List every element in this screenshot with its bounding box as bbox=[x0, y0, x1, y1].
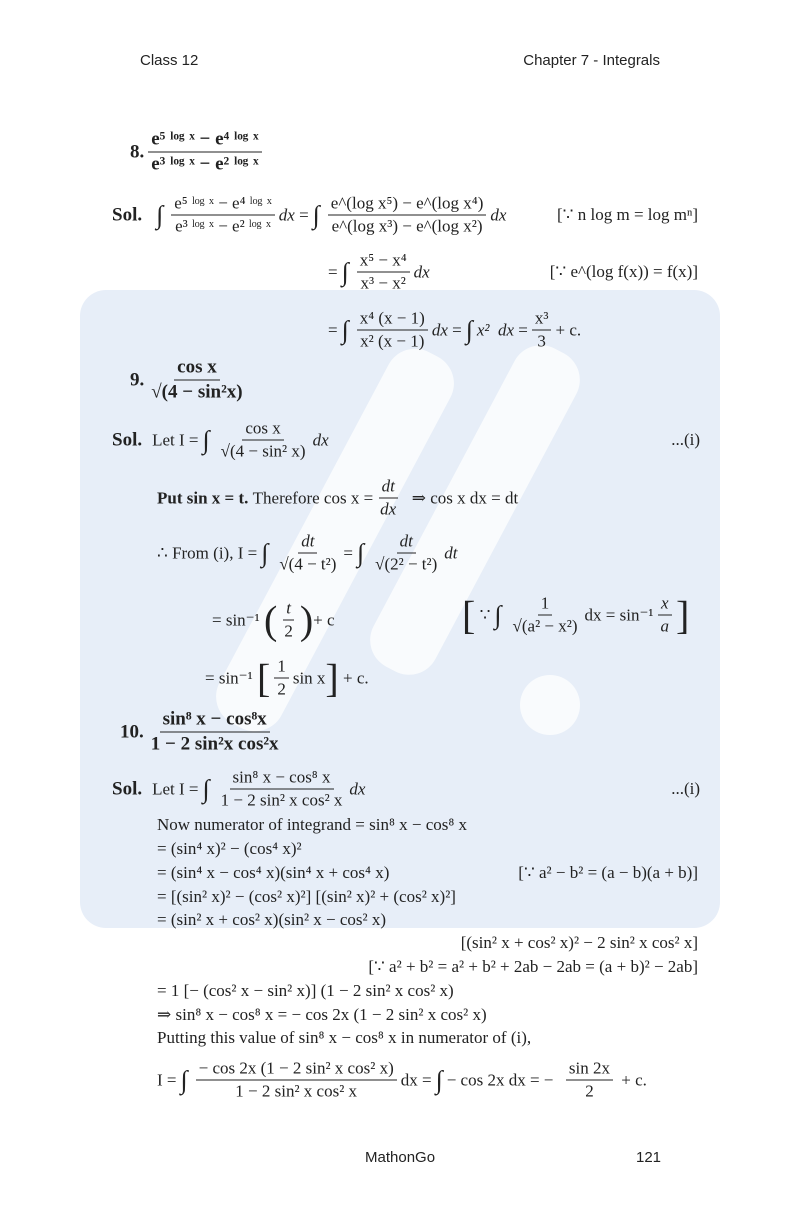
fraction bbox=[196, 1059, 397, 1102]
math-text: e³ ˡᵒᵍ ˣ − e² ˡᵒᵍ ˣ bbox=[175, 216, 271, 236]
fraction bbox=[377, 477, 399, 520]
math-text: dx bbox=[380, 499, 397, 519]
math-text: 1 bbox=[274, 657, 289, 679]
math-text: x⁵ − x⁴ bbox=[357, 251, 410, 273]
math-text: dt bbox=[444, 543, 458, 562]
math-text: Sol. bbox=[112, 204, 143, 225]
solution-9-line-5 bbox=[205, 657, 369, 700]
math-text: √(2² − t²) bbox=[375, 554, 438, 574]
math-text: √(a² − x²) bbox=[512, 616, 578, 636]
bracket: [ bbox=[257, 655, 271, 700]
math-text: dt bbox=[379, 477, 398, 499]
fraction bbox=[658, 594, 673, 637]
math-text: cos x bbox=[242, 419, 283, 441]
math-text: − cos 2x (1 − 2 sin² x cos² x) bbox=[196, 1059, 397, 1081]
question-8 bbox=[130, 129, 266, 176]
math-text: Sol. bbox=[112, 429, 143, 450]
fraction bbox=[148, 357, 245, 404]
math-text: = bbox=[328, 262, 338, 281]
math-text: I = bbox=[157, 1070, 177, 1089]
fraction bbox=[274, 657, 289, 700]
solution-9-substitution bbox=[157, 477, 518, 520]
fraction bbox=[276, 532, 339, 575]
math-text: + c. bbox=[555, 320, 582, 339]
math-text: dx = sin⁻¹ bbox=[584, 605, 654, 624]
solution-9-line-4 bbox=[212, 599, 335, 642]
math-text: 1 − 2 sin² x cos² x bbox=[220, 790, 343, 810]
bracket: [ bbox=[462, 592, 476, 637]
reason: [∵ n log m = log mⁿ] bbox=[557, 205, 698, 224]
math-text: Let I = bbox=[152, 779, 199, 798]
math-text: dx bbox=[278, 205, 295, 224]
math-text: ∫ bbox=[356, 538, 365, 567]
math-text: a bbox=[660, 616, 670, 636]
math-text: x² (x − 1) bbox=[360, 331, 425, 351]
math-text: x bbox=[658, 594, 672, 616]
math-text: = sin⁻¹ bbox=[212, 610, 260, 629]
math-text: ∫ bbox=[312, 200, 320, 229]
math-text: ∴ From (i), I = bbox=[157, 543, 258, 562]
fraction bbox=[532, 309, 552, 352]
math-text: ∫ bbox=[435, 1065, 443, 1094]
math-text: t bbox=[283, 599, 294, 621]
math-text: 1 − 2 sin²x cos²x bbox=[150, 733, 279, 755]
math-text: sin 2x bbox=[566, 1059, 613, 1081]
math-text: x³ − x² bbox=[360, 273, 406, 293]
fraction bbox=[566, 1059, 613, 1102]
math-text: 2 bbox=[284, 621, 293, 641]
step-line: Putting this value of sin⁸ x − cos⁸ x in numerator of (i), bbox=[157, 1028, 532, 1047]
step-line: ⇒ sin⁸ x − cos⁸ x = − cos 2x (1 − 2 sin² x cos² x) bbox=[157, 1005, 487, 1024]
step-line: = [(sin² x)² − (cos² x)²] [(sin² x)² + (cos² x)²] bbox=[157, 887, 456, 906]
bracket: ] bbox=[325, 655, 339, 700]
math-text: ∫ bbox=[202, 774, 210, 803]
math-text: + c bbox=[313, 610, 335, 629]
math-text: dx = bbox=[400, 1070, 432, 1089]
reason: [∵ a² + b² = a² + b² + 2ab − 2ab = (a + b)² − 2ab] bbox=[368, 957, 698, 976]
math-text: 9. bbox=[130, 369, 145, 390]
step-line: = (sin⁴ x − cos⁴ x)(sin⁴ x + cos⁴ x) bbox=[157, 863, 390, 882]
bracket: ( bbox=[264, 597, 278, 642]
fraction bbox=[148, 709, 282, 756]
math-text: e³ ˡᵒᵍ ˣ − e² ˡᵒᵍ ˣ bbox=[151, 153, 259, 175]
math-text: dx bbox=[312, 430, 329, 449]
math-text: sin⁸ x − cos⁸ x bbox=[230, 768, 334, 790]
math-text: = bbox=[452, 320, 462, 339]
solution-8-line-3 bbox=[328, 309, 581, 352]
math-text: = bbox=[518, 320, 528, 339]
watermark-dot bbox=[520, 675, 580, 735]
math-text: dt bbox=[397, 532, 416, 554]
math-text: 1 − 2 sin² x cos² x bbox=[235, 1081, 358, 1101]
fraction bbox=[171, 194, 275, 237]
step-line: = (sin⁴ x)² − (cos⁴ x)² bbox=[157, 839, 302, 858]
header-chapter: Chapter 7 - Integrals bbox=[523, 52, 660, 69]
reason: [(sin² x + cos² x)² − 2 sin² x cos² x] bbox=[460, 933, 698, 952]
math-text: e⁵ ˡᵒᵍ ˣ − e⁴ ˡᵒᵍ ˣ bbox=[148, 129, 261, 153]
math-text: ∫ bbox=[494, 600, 502, 629]
math-text: 10. bbox=[120, 721, 144, 742]
bracket: ] bbox=[676, 592, 690, 637]
math-text: dt bbox=[298, 532, 317, 554]
math-text: dx bbox=[349, 779, 366, 798]
fraction bbox=[510, 594, 581, 637]
math-text: Put sin x = t. bbox=[157, 488, 249, 507]
math-text: dx bbox=[497, 320, 515, 339]
math-text: dx bbox=[431, 320, 448, 339]
solution-9-line-1 bbox=[112, 419, 329, 462]
solution-8-line-1 bbox=[112, 194, 506, 237]
math-text: ∫ bbox=[341, 257, 349, 286]
fraction bbox=[328, 194, 487, 237]
math-text: 3 bbox=[537, 331, 546, 351]
step-line: = 1 [− (cos² x − sin² x)] (1 − 2 sin² x cos² x) bbox=[157, 981, 454, 1000]
math-text: √(4 − sin² x) bbox=[220, 441, 306, 461]
bracket: ) bbox=[299, 597, 314, 642]
reason: [∵ e^(log f(x)) = f(x)] bbox=[549, 262, 698, 281]
math-text: x⁴ (x − 1) bbox=[357, 309, 428, 331]
math-text: ∫ bbox=[202, 425, 210, 454]
math-text: = bbox=[328, 320, 338, 339]
math-text: Therefore cos x = bbox=[252, 488, 374, 507]
math-text: sin⁸ x − cos⁸x bbox=[160, 709, 270, 733]
solution-8-line-2 bbox=[328, 251, 430, 294]
math-text: 1 bbox=[538, 594, 553, 616]
solution-9-line-3 bbox=[157, 532, 458, 575]
question-9 bbox=[130, 357, 250, 404]
final-result bbox=[157, 1059, 647, 1102]
math-text: 2 bbox=[277, 679, 286, 699]
math-text: x³ bbox=[532, 309, 552, 331]
math-text: √(4 − t²) bbox=[279, 554, 337, 574]
math-text: dx bbox=[413, 262, 430, 281]
footer-brand: MathonGo bbox=[365, 1149, 436, 1166]
math-text: dx bbox=[490, 205, 507, 224]
math-text: + c. bbox=[621, 1070, 647, 1089]
math-text: = bbox=[343, 543, 353, 562]
equation-tag: ...(i) bbox=[671, 779, 700, 798]
math-text: ∫ bbox=[180, 1065, 188, 1094]
math-text: ∫ bbox=[156, 200, 164, 229]
math-text: Let I = bbox=[152, 430, 199, 449]
math-text: Sol. bbox=[112, 778, 143, 799]
fraction bbox=[281, 599, 296, 642]
math-text: 2 bbox=[585, 1081, 594, 1101]
math-text: − cos 2x dx = − bbox=[446, 1070, 554, 1089]
math-text: e^(log x³) − e^(log x²) bbox=[331, 216, 483, 236]
reason: [∵ a² − b² = (a − b)(a + b)] bbox=[518, 863, 698, 882]
math-text: 8. bbox=[130, 141, 145, 162]
question-10 bbox=[120, 709, 286, 756]
fraction bbox=[372, 532, 440, 575]
math-text: cos x bbox=[174, 357, 220, 381]
math-text: e⁵ ˡᵒᵍ ˣ − e⁴ ˡᵒᵍ ˣ bbox=[171, 194, 275, 216]
fraction bbox=[357, 251, 410, 294]
fraction bbox=[218, 419, 309, 462]
header-class: Class 12 bbox=[140, 52, 199, 69]
solution-10-line-1 bbox=[112, 768, 365, 811]
math-text: = sin⁻¹ bbox=[205, 668, 253, 687]
math-text: ⇒ cos x dx = dt bbox=[411, 488, 519, 507]
math-text: x² bbox=[476, 320, 490, 339]
math-text: + c. bbox=[343, 668, 369, 687]
math-text: ∵ bbox=[479, 605, 491, 624]
page-number: 121 bbox=[636, 1149, 662, 1166]
fraction bbox=[218, 768, 346, 811]
equation-tag: ...(i) bbox=[671, 430, 700, 449]
math-text: e^(log x⁵) − e^(log x⁴) bbox=[328, 194, 487, 216]
step-line: Now numerator of integrand = sin⁸ x − cos⁸ x bbox=[157, 815, 468, 834]
math-text: ∫ bbox=[341, 315, 349, 344]
math-text: = bbox=[299, 205, 309, 224]
fraction bbox=[148, 129, 261, 176]
reason-bracket bbox=[462, 594, 689, 637]
step-line: = (sin² x + cos² x)(sin² x − cos² x) bbox=[157, 910, 387, 929]
math-text: ∫ bbox=[261, 538, 269, 567]
fraction bbox=[357, 309, 428, 352]
math-text: √(4 − sin²x) bbox=[151, 381, 243, 403]
math-text: sin x bbox=[292, 668, 326, 687]
math-text: ∫ bbox=[465, 315, 473, 344]
